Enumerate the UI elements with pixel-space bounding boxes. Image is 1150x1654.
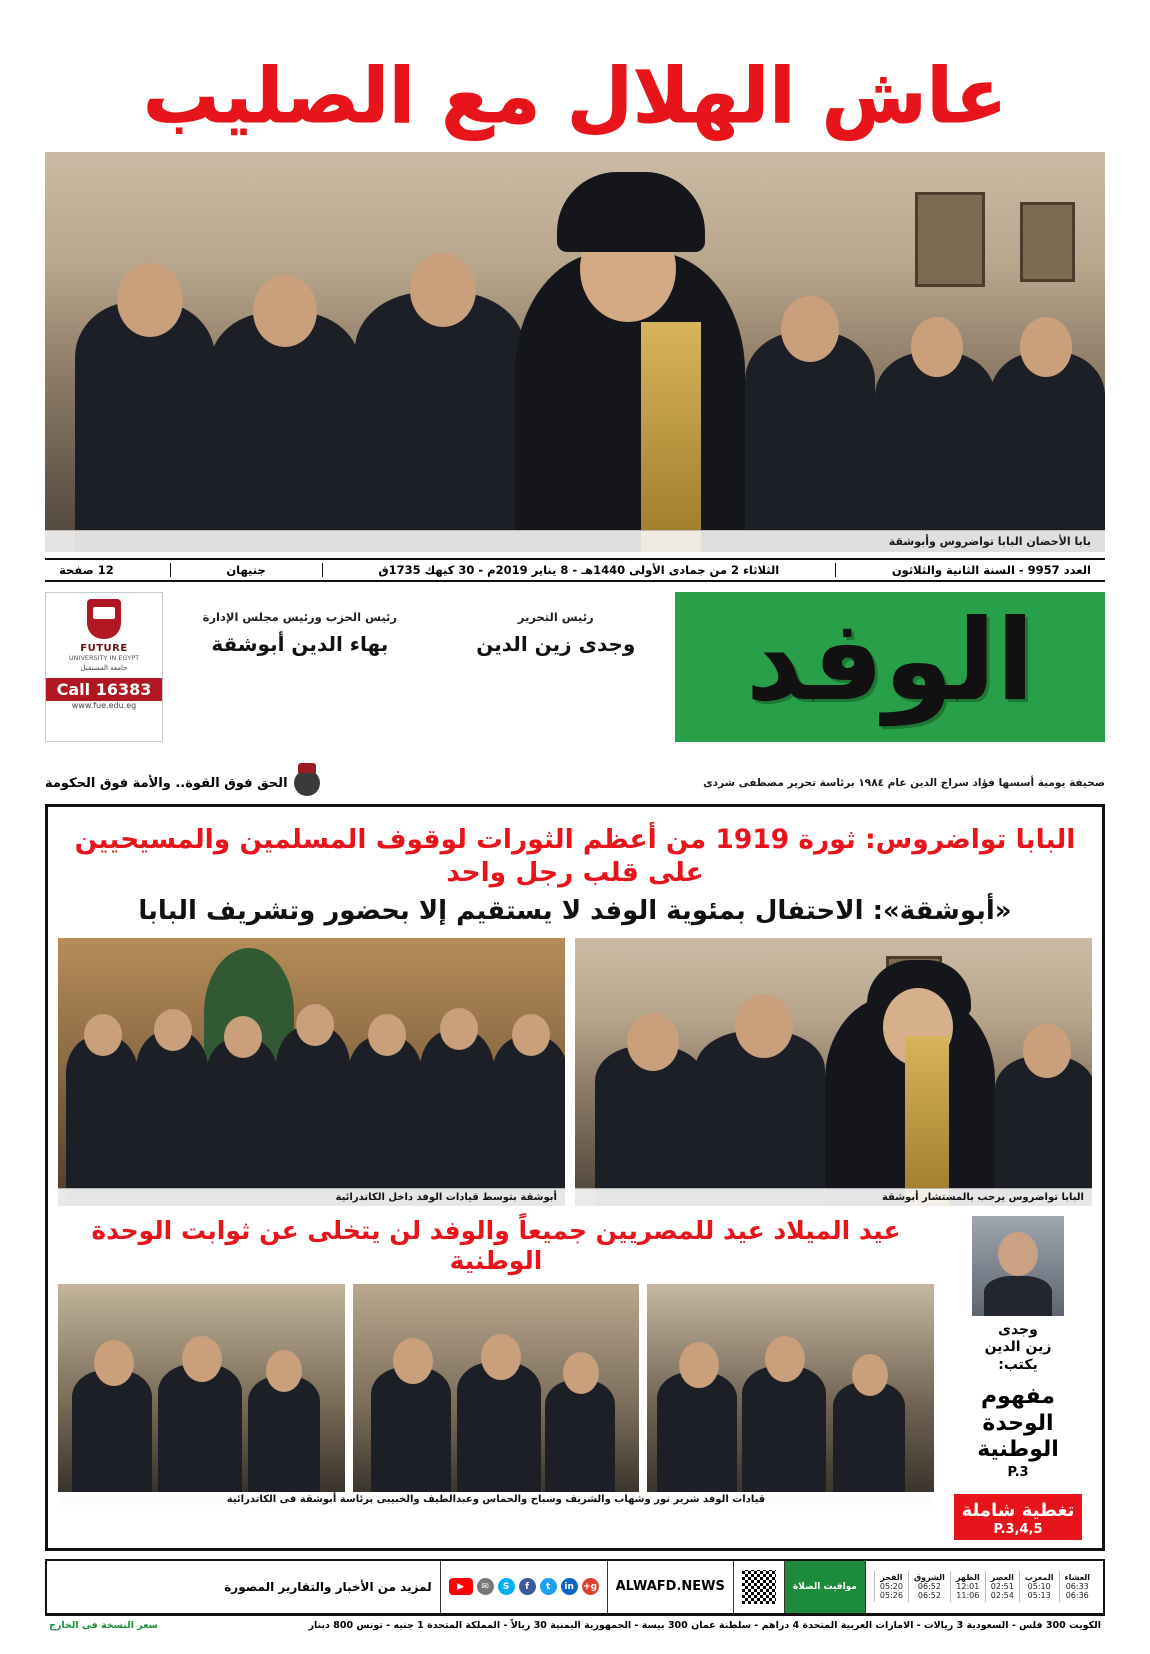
main-headline-black: «أبوشقة»: الاحتفال بمئوية الوفد لا يستقيم إلا بحضور وتشريف البابا bbox=[138, 896, 1012, 927]
prayer-label: الفجر bbox=[880, 1573, 903, 1583]
social-icons[interactable] bbox=[449, 1578, 599, 1595]
hero-photo-caption: بابا الأحضان البابا تواضروس وأبوشقة bbox=[45, 530, 1105, 552]
credit-name: بهاء الدين أبوشقة bbox=[211, 632, 389, 656]
seated-person-1 bbox=[657, 1372, 737, 1492]
person-4-head bbox=[781, 296, 839, 362]
seated-person-3-head bbox=[852, 1354, 888, 1396]
seated-person-2 bbox=[742, 1366, 826, 1492]
seated-person-8-head bbox=[182, 1336, 222, 1382]
seated-person-9 bbox=[248, 1376, 320, 1492]
group-person-1 bbox=[66, 1036, 138, 1206]
person-5 bbox=[875, 352, 995, 552]
divider bbox=[322, 563, 323, 577]
issue-price: جنيهان bbox=[226, 563, 266, 577]
prayer-time-2: 05:26 bbox=[879, 1591, 903, 1601]
credit-editor-in-chief bbox=[476, 610, 635, 656]
divider bbox=[835, 563, 836, 577]
secondary-photo-caption: قيادات الوفد شرير نور وشهاب والشريف وسباح والحماس وعبدالطيف والخبيبى برئاسة أبوشقة فى الكاتدرائية bbox=[58, 1494, 934, 1505]
person-2-head bbox=[253, 275, 317, 347]
group-person-2-head bbox=[154, 1009, 192, 1051]
social-links[interactable] bbox=[440, 1561, 607, 1613]
photo-pope-welcomes bbox=[575, 938, 1092, 1206]
person-back-head bbox=[1023, 1024, 1071, 1078]
person-1-head bbox=[117, 263, 183, 337]
group-person-7-head bbox=[512, 1014, 550, 1056]
qr-code-block[interactable] bbox=[733, 1561, 784, 1613]
prayer-col bbox=[874, 1571, 908, 1602]
wall-picture-2 bbox=[1020, 202, 1075, 282]
prayer-time-2: 06:36 bbox=[1065, 1591, 1089, 1601]
prayer-label: الشروق bbox=[913, 1573, 945, 1583]
person-back bbox=[995, 1056, 1092, 1206]
price-header: سعر النسخة فى الخارج bbox=[49, 1619, 158, 1631]
masthead bbox=[45, 592, 1105, 742]
issue-info-strip bbox=[45, 558, 1105, 582]
prayer-time-1: 06:33 bbox=[1065, 1582, 1089, 1592]
call-value: 16383 bbox=[95, 680, 152, 699]
group-person-7 bbox=[492, 1036, 565, 1206]
future-university-ad[interactable] bbox=[45, 592, 163, 742]
prayer-time-1: 02:51 bbox=[990, 1582, 1014, 1592]
prayer-time-1: 06:52 bbox=[917, 1582, 941, 1592]
newspaper-logo bbox=[675, 592, 1105, 742]
website-url: ALWAFD.NEWS bbox=[615, 1579, 725, 1595]
photo-group-cathedral bbox=[58, 938, 565, 1206]
seated-person-9-head bbox=[266, 1350, 302, 1392]
group-person-6 bbox=[420, 1030, 494, 1206]
prayer-time-2: 11:06 bbox=[956, 1591, 980, 1601]
prayer-times-badge bbox=[784, 1561, 865, 1613]
credit-name: وجدى زين الدين bbox=[476, 632, 636, 656]
columnist-writes-label: يكتب: bbox=[998, 1356, 1038, 1373]
prayer-col bbox=[1059, 1571, 1096, 1602]
group-person-3-head bbox=[224, 1016, 262, 1058]
photo-audience-3 bbox=[58, 1284, 345, 1492]
person-3 bbox=[355, 292, 525, 552]
columnist-portrait bbox=[972, 1216, 1064, 1316]
photo-caption-right: البابا تواضروس يرحب بالمستشار أبوشقة bbox=[575, 1188, 1092, 1206]
page-count: 12 صفحة bbox=[59, 563, 114, 577]
seated-person-3 bbox=[833, 1382, 905, 1492]
price-details: الكويت 300 فلس - السعودية 3 ريالات - الامارات العربية المتحدة 4 دراهم - سلطنة عمان 300 بيسة - الجمهورية اليمنية 30 ريالاً - المملكة المتحدة 1 جنيه - تونس 800 دينار bbox=[308, 1619, 1101, 1631]
seated-person-5 bbox=[457, 1362, 541, 1492]
group-person-2 bbox=[136, 1031, 208, 1206]
secondary-headline: عيد الميلاد عيد للمصريين جميعاً والوفد لن يتخلى عن ثوابت الوحدة الوطنية bbox=[91, 1215, 901, 1275]
more-coverage-text bbox=[47, 1561, 440, 1613]
mail-icon[interactable]: ✉ bbox=[477, 1578, 494, 1595]
columnist-name-line2: زين الدين bbox=[984, 1339, 1052, 1356]
prayer-col bbox=[985, 1571, 1019, 1602]
university-url[interactable]: www.fue.edu.eg bbox=[71, 701, 137, 710]
fez-icon bbox=[294, 770, 320, 796]
logo-wordmark: الوفد bbox=[745, 596, 1035, 726]
portrait-body bbox=[984, 1276, 1052, 1316]
twitter-icon[interactable]: t bbox=[540, 1578, 557, 1595]
skype-icon[interactable]: S bbox=[498, 1578, 515, 1595]
seated-person-1-head bbox=[679, 1342, 719, 1388]
person-6 bbox=[990, 352, 1105, 552]
prayer-times-block bbox=[865, 1561, 1103, 1613]
group-person-1-head bbox=[84, 1014, 122, 1056]
call-label: Call bbox=[56, 680, 91, 699]
call-number[interactable] bbox=[46, 678, 162, 701]
seated-person-6 bbox=[545, 1380, 615, 1492]
person-3-head bbox=[410, 253, 476, 327]
prayer-time-1: 12:01 bbox=[956, 1582, 980, 1592]
logo-tagline: صحيفة يومية أسسها فؤاد سراج الدين عام ١٩٨٤ برئاسة تحرير مصطفى شردى bbox=[703, 777, 1105, 789]
seated-person-4-head bbox=[393, 1338, 433, 1384]
group-person-5 bbox=[348, 1036, 422, 1206]
columnist-name-line1: وجدى bbox=[998, 1321, 1038, 1338]
seated-person-7-head bbox=[94, 1340, 134, 1386]
group-person-3 bbox=[206, 1038, 278, 1206]
coverage-label: تغطية شاملة bbox=[961, 1500, 1075, 1522]
seated-person-6-head bbox=[563, 1352, 599, 1394]
facebook-icon[interactable]: f bbox=[519, 1578, 536, 1595]
main-story-box bbox=[45, 804, 1105, 1551]
linkedin-icon[interactable]: in bbox=[561, 1578, 578, 1595]
lower-section bbox=[58, 1216, 1092, 1540]
prayer-label: العصر bbox=[990, 1573, 1014, 1583]
photo-caption-left: أبوشقة بتوسط قيادات الوفد داخل الكاتدرائية bbox=[58, 1188, 565, 1206]
seated-person-8 bbox=[158, 1364, 242, 1492]
seated-person-5-head bbox=[481, 1334, 521, 1380]
prayer-col bbox=[1019, 1571, 1059, 1602]
price-line bbox=[45, 1619, 1105, 1632]
portrait-head bbox=[998, 1232, 1038, 1276]
prayer-time-2: 05:13 bbox=[1027, 1591, 1051, 1601]
prayer-label: المغرب bbox=[1024, 1573, 1054, 1583]
university-name: FUTURE bbox=[80, 643, 128, 654]
top-headline: عاش الهلال مع الصليب bbox=[142, 51, 1008, 140]
prayer-time-1: 05:20 bbox=[879, 1582, 903, 1592]
credit-role: رئيس التحرير bbox=[517, 610, 594, 624]
secondary-photo-row bbox=[58, 1284, 934, 1492]
prayer-time-1: 05:10 bbox=[1027, 1582, 1051, 1592]
person-1 bbox=[75, 302, 215, 552]
group-person-5-head bbox=[368, 1014, 406, 1056]
credit-role: رئيس الحزب ورئيس مجلس الإدارة bbox=[202, 610, 397, 624]
university-name-ar: جامعة المستقبل bbox=[80, 664, 128, 672]
person-guest-head bbox=[735, 994, 793, 1058]
more-label: لمزيد من الأخبار والتقارير المصورة bbox=[224, 1579, 432, 1594]
university-subtitle: UNIVERSITY IN EGYPT bbox=[68, 654, 140, 662]
seated-person-7 bbox=[72, 1370, 152, 1492]
main-headline-red: البابا تواضروس: ثورة 1919 من أعظم الثورات لوقوف المسلمين والمسيحيين على قلب رجل واحد bbox=[74, 824, 1076, 889]
google-plus-icon[interactable]: g+ bbox=[582, 1578, 599, 1595]
prayer-time-2: 02:54 bbox=[990, 1591, 1014, 1601]
columnist-name bbox=[985, 1322, 1052, 1375]
photo-audience-2 bbox=[353, 1284, 640, 1492]
coverage-badge[interactable] bbox=[954, 1494, 1082, 1539]
university-crest-icon bbox=[87, 599, 121, 639]
prayer-times-table bbox=[874, 1571, 1095, 1602]
person-5-head bbox=[911, 317, 963, 377]
prayer-time-2: 06:52 bbox=[917, 1591, 941, 1601]
credit-chairman bbox=[203, 610, 397, 656]
price-footer bbox=[45, 1615, 1105, 1632]
prayer-label: الظهر bbox=[955, 1573, 980, 1583]
pope-vestment-stole bbox=[641, 322, 701, 552]
column-page-number: P.3 bbox=[1007, 1465, 1029, 1481]
column-title: مفهوم الوحدة الوطنية bbox=[977, 1384, 1059, 1463]
secondary-story bbox=[58, 1216, 934, 1540]
photo-audience-1 bbox=[647, 1284, 934, 1492]
main-photo-row bbox=[58, 938, 1092, 1206]
divider bbox=[170, 563, 171, 577]
person-4 bbox=[745, 332, 875, 552]
group-person-4 bbox=[276, 1026, 350, 1206]
hero-photo bbox=[45, 152, 1105, 552]
coverage-pages: P.3,4,5 bbox=[993, 1522, 1043, 1538]
paper-slogan: الحق فوق القوة.. والأمة فوق الحكومة bbox=[45, 775, 288, 791]
seated-person-4 bbox=[371, 1367, 451, 1492]
prayer-label: العشاء bbox=[1064, 1573, 1090, 1583]
issue-date: الثلاثاء 2 من جمادى الأولى 1440هـ - 8 يناير 2019م - 30 كيهك 1735ق bbox=[378, 563, 780, 577]
qr-code-icon[interactable] bbox=[742, 1570, 776, 1604]
issue-number: العدد 9957 - السنة الثانية والثلاثون bbox=[891, 563, 1091, 577]
seated-person-2-head bbox=[765, 1336, 805, 1382]
footer-bar bbox=[45, 1559, 1105, 1615]
website-label[interactable] bbox=[607, 1561, 733, 1613]
youtube-icon[interactable]: ▶ bbox=[449, 1578, 473, 1595]
prayer-col bbox=[908, 1571, 950, 1602]
vestment-stole bbox=[905, 1036, 949, 1206]
group-person-4-head bbox=[296, 1004, 334, 1046]
group-person-6-head bbox=[440, 1008, 478, 1050]
masthead-credits bbox=[163, 592, 675, 742]
person-2 bbox=[210, 312, 360, 552]
opinion-column[interactable] bbox=[944, 1216, 1092, 1540]
person-left-head bbox=[627, 1013, 679, 1071]
person-6-head bbox=[1020, 317, 1072, 377]
prayer-badge-label: مواقيت الصلاة bbox=[792, 1581, 857, 1592]
prayer-col bbox=[950, 1571, 985, 1602]
wall-picture-1 bbox=[915, 192, 985, 287]
slogan-row bbox=[45, 770, 1105, 796]
